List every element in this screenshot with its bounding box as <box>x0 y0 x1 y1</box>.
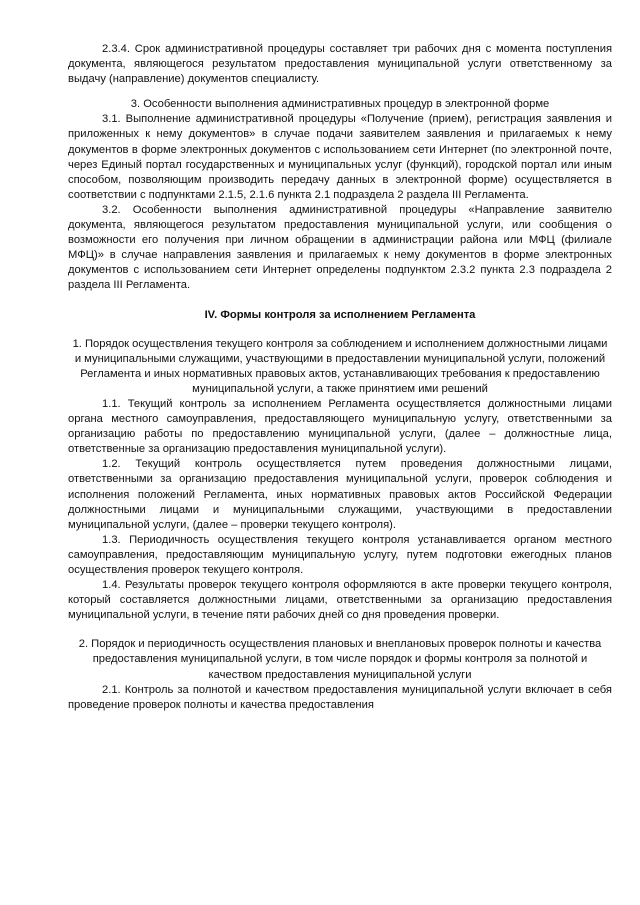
paragraph-1-4: 1.4. Результаты проверок текущего контроля оформляются в акте проверки текущего контроля, который составляется должностными лицами, ответственными за организацию предоставления муниципальной услуги, в течение пяти рабочих дней со дня проведения проверки. <box>68 579 612 622</box>
paragraph-1-3: 1.3. Периодичность осуществления текущего контроля устанавливается органом местного самоуправления, предоставляющим муниципальную услугу, путем подготовки ежегодных планов осуществления проверок текущего контроля. <box>68 533 612 576</box>
paragraph-2-3-4: 2.3.4. Срок административной процедуры составляет три рабочих дня с момента поступления документа, являющегося результатом предоставления муниципальной услуги ответственному за выдачу (направление) документов специалисту. <box>68 43 612 86</box>
document-page <box>68 42 612 713</box>
paragraph-1-1: 1.1. Текущий контроль за исполнением Регламента осуществляется должностными лицами органа местного самоуправления, предоставляющего муниципальную услугу, ответственными за организацию работы по предоставлению муниципальной услуги, (далее – должностные лица, ответственные за организацию предоставления муниципальной услуги). <box>68 397 612 456</box>
paragraph-1-2: 1.2. Текущий контроль осуществляется путем проведения должностными лицами, ответственными за организацию предоставления муниципальной услуги, проверок соблюдения и исполнения положений Регламента, иных нормативных правовых актов Российской Федерации должностными лицами и муниципальными служащими, участвующими в предоставлении муниципальной услуги, (далее – проверки текущего контроля). <box>68 458 612 531</box>
section-heading-iv: IV. Формы контроля за исполнением Регламента <box>204 308 476 321</box>
subsection-title-1: 1. Порядок осуществления текущего контроля за соблюдением и исполнением должностными лицами и муниципальными служащими, участвующими в предоставлении муниципальной услуги, положений Регламента и иных нормативных правовых актов, устанавливающих требования к предоставлению муниципальной услуги, а также принятием ими решений <box>72 337 608 395</box>
paragraph-2-1: 2.1. Контроль за полнотой и качеством предоставления муниципальной услуги включает в себя проведение проверок полноты и качества предоставления <box>68 683 612 711</box>
paragraph-3-2: 3.2. Особенности выполнения административной процедуры «Направление заявителю документа, являющегося результатом предоставления муниципальной услуги, или сообщения о возможности его получения при личном обращении в администрации района или МФЦ (филиале МФЦ)» в случае направления заявления и прилагаемых к нему документов в форме электронных документов с использованием сети Интернет определены подпунктом 2.3.2 пункта 2.3 подраздела 2 раздела III Регламента. <box>68 203 612 292</box>
subsection-title-2: 2. Порядок и периодичность осуществления плановых и внеплановых проверок полноты и качества предоставления муниципальной услуги, в том числе порядок и формы контроля за полнотой и качеством предоставления муниципальной услуги <box>78 638 602 681</box>
subsection-title-3: 3. Особенности выполнения административных процедур в электронной форме <box>130 98 550 111</box>
paragraph-3-1: 3.1. Выполнение административной процедуры «Получение (прием), регистрация заявления и приложенных к нему документов» в случае подачи заявителем заявления и прилагаемых к нему документов в форме электронных документов с использованием сети Интернет (по электронной почте, через Единый портал государственных и муниципальных услуг (функций), городской портал или иным способом, позволяющим производить передачу данных в электронной форме) осуществляется в соответствии с подпунктами 2.1.5, 2.1.6 пункта 2.1 подраздела 2 раздела III Регламента. <box>68 113 612 201</box>
